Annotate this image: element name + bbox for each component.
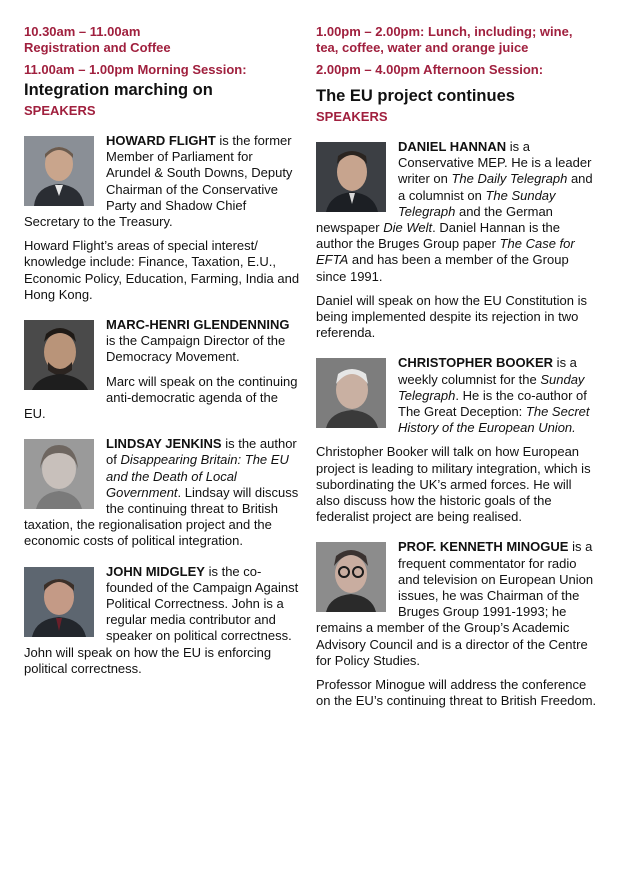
speaker-christopher-booker (316, 355, 598, 525)
afternoon-session-title: The EU project continues (316, 87, 515, 105)
portrait-icon (24, 136, 94, 206)
speaker-bio: DANIEL HANNAN is a Conservative MEP. He is a leader writer on The Daily Telegraph and a columnist on The Sunday Telegraph and the German newspaper Die Welt. Daniel Hannan is the author the Bruges Group paper The Case for EFTA and has been a member of the Group since 1991. (316, 139, 593, 284)
portrait-icon (24, 567, 94, 637)
speaker-john-midgley (24, 564, 300, 677)
speaker-photo-john-midgley (24, 567, 94, 637)
speaker-photo-lindsay-jenkins (24, 439, 94, 509)
speaker-bio: MARC-HENRI GLENDENNING is the Campaign Director of the Democracy Movement. (106, 317, 290, 365)
speaker-name: HOWARD FLIGHT (106, 133, 216, 148)
speaker-lindsay-jenkins (24, 436, 300, 549)
afternoon-speakers-label: SPEAKERS (316, 109, 388, 124)
speaker-bio: CHRISTOPHER BOOKER is a weekly columnist for the Sunday Telegraph. He is the co-author of The Great Deception: The Secret History of the European Union. (398, 355, 590, 436)
speaker-name: PROF. KENNETH MINOGUE (398, 539, 569, 555)
portrait-icon (24, 320, 94, 390)
speaker-name: LINDSAY JENKINS (106, 436, 222, 452)
right-column (316, 24, 598, 724)
speaker-name: DANIEL HANNAN (398, 139, 507, 154)
morning-schedule (24, 24, 300, 56)
speaker-kenneth-minogue (316, 539, 598, 709)
speaker-photo-marc-henri-glendenning (24, 320, 94, 390)
speaker-name: CHRISTOPHER BOOKER (398, 355, 554, 371)
speaker-photo-howard-flight (24, 136, 94, 206)
speaker-topic: Daniel will speak on how the EU Constitution is being implemented despite its rejection in two referenda. (316, 292, 587, 341)
left-column (24, 24, 300, 691)
portrait-icon (24, 439, 94, 509)
lunch-time: 1.00pm – 2.00pm: Lunch, including; wine, tea, coffee, water and orange juice (316, 24, 573, 55)
speaker-daniel-hannan (316, 139, 598, 341)
morning-session-title: Integration marching on (24, 81, 213, 99)
speaker-photo-christopher-booker (316, 358, 386, 428)
portrait-icon (316, 142, 386, 212)
speaker-bio: JOHN MIDGLEY is the co-founded of the Campaign Against Political Correctness. John is a regular media contributor and speaker on political correctness. John will speak on how the EU is enforcing political correctness. (24, 563, 299, 676)
speaker-photo-kenneth-minogue (316, 542, 386, 612)
speaker-bio: HOWARD FLIGHT is the former Member of Parliament for Arundel & South Downs, Deputy Chairman of the Conservative Party and Shadow Chief Secretary to the Treasury. (24, 133, 293, 230)
speaker-marc-henri-glendenning (24, 317, 300, 422)
speaker-topic: Christopher Booker will talk on how European project is leading to military integration, which is subordinating the UK’s armed forces. He will also discuss how the historic goals of the federalist project are being realised. (316, 444, 591, 525)
registration-time: 10.30am – 11.00am (24, 24, 141, 39)
portrait-icon (316, 358, 386, 428)
speaker-howard-flight (24, 133, 300, 303)
morning-session-time: 11.00am – 1.00pm Morning Session: (24, 62, 247, 77)
morning-speakers-label: SPEAKERS (24, 103, 96, 118)
speaker-photo-daniel-hannan (316, 142, 386, 212)
speaker-topic: Marc will speak on the continuing anti-democratic agenda of the EU. (24, 373, 298, 422)
afternoon-session-time: 2.00pm – 4.00pm Afternoon Session: (316, 62, 544, 77)
speaker-name: JOHN MIDGLEY (106, 563, 205, 579)
portrait-icon (316, 542, 386, 612)
speaker-topic: Professor Minogue will address the conference on the EU’s continuing threat to British Freedom. (316, 677, 597, 709)
speaker-topic: Howard Flight’s areas of special interest/ knowledge include: Finance, Taxation, E.U., Economic Policy, Education, Farming, India and Hong Kong. (24, 238, 300, 302)
speaker-bio: LINDSAY JENKINS is the author of Disappearing Britain: The EU and the Death of Local Government. Lindsay will discuss the continuing threat to British taxation, the regionalisation project and the economic costs of political integration. (24, 436, 299, 549)
speaker-bio: PROF. KENNETH MINOGUE is a frequent commentator for radio and television on European Union issues, he was Chairman of the Bruges Group 1991-1993; he remains a member of the Group’s Academic Advisory Council and is a director of the Centre for Policy Studies. (316, 539, 594, 668)
registration-label: Registration and Coffee (24, 40, 171, 55)
speaker-name: MARC-HENRI GLENDENNING (106, 317, 290, 333)
